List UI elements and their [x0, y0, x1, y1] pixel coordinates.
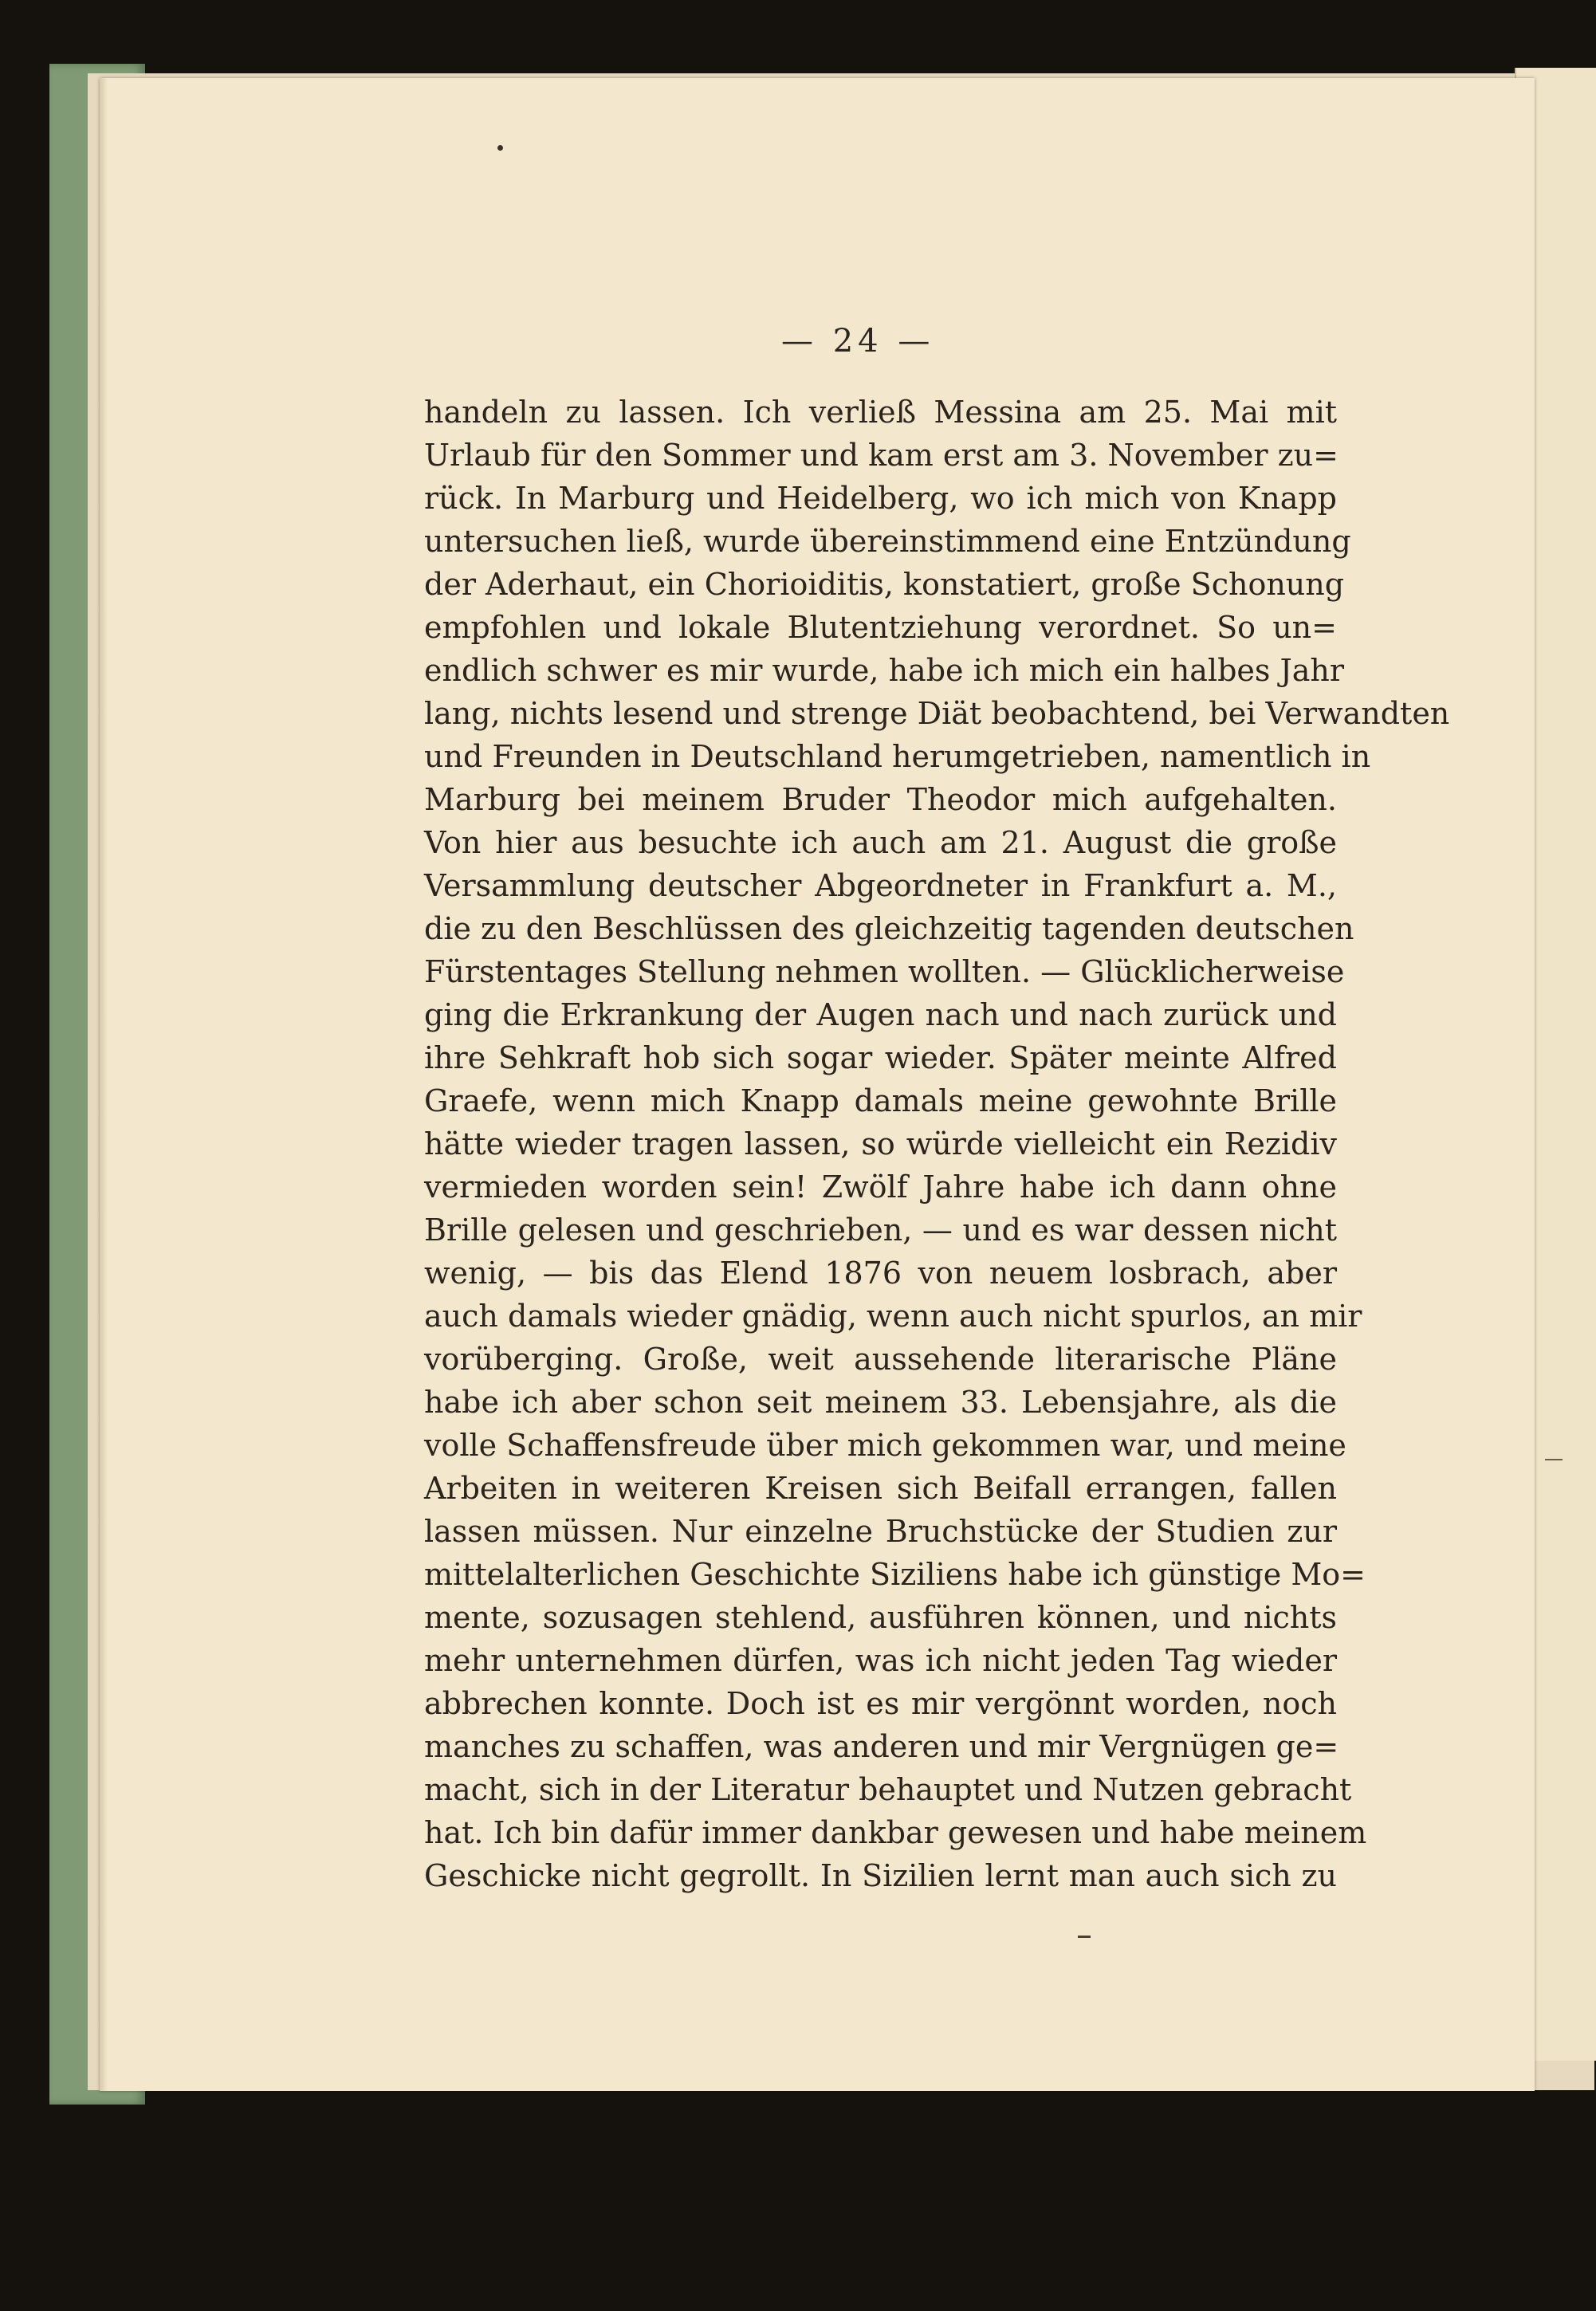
ink-mark	[1078, 1936, 1091, 1938]
text-line: lassen müssen. Nur einzelne Bruchstücke der Studien zur	[424, 1514, 1337, 1549]
ink-speck	[497, 145, 503, 151]
text-line: und Freunden in Deutschland herumgetrieben, namentlich in	[424, 739, 1371, 774]
text-line: handeln zu lassen. Ich verließ Messina am 25. Mai mit	[424, 395, 1337, 430]
text-line: Marburg bei meinem Bruder Theodor mich aufgehalten.	[424, 782, 1337, 817]
text-line: endlich schwer es mir wurde, habe ich mich ein halbes Jahr	[424, 653, 1345, 688]
text-line: rück. In Marburg und Heidelberg, wo ich mich von Knapp	[424, 481, 1337, 516]
text-line: Fürstentages Stellung nehmen wollten. — Glücklicherweise	[424, 954, 1345, 989]
text-line: untersuchen ließ, wurde übereinstimmend eine Entzündung	[424, 524, 1351, 559]
text-line: mehr unternehmen dürfen, was ich nicht jeden Tag wieder	[424, 1643, 1337, 1678]
text-line: lang, nichts lesend und strenge Diät beobachtend, bei Verwandten	[424, 696, 1450, 731]
text-line: Urlaub für den Sommer und kam erst am 3. November zu=	[424, 438, 1339, 473]
text-line: hat. Ich bin dafür immer dankbar gewesen und habe meinem	[424, 1815, 1367, 1850]
text-line: habe ich aber schon seit meinem 33. Lebensjahre, als die	[424, 1385, 1337, 1420]
text-line: empfohlen und lokale Blutentziehung verordnet. So un=	[424, 610, 1337, 645]
text-line: der Aderhaut, ein Chorioiditis, konstatiert, große Schonung	[424, 567, 1345, 602]
body-text	[424, 391, 1450, 1905]
text-line: Versammlung deutscher Abgeordneter in Frankfurt a. M.,	[424, 868, 1337, 903]
text-line: mente, sozusagen stehlend, ausführen können, und nichts	[424, 1600, 1337, 1635]
text-line: ihre Sehkraft hob sich sogar wieder. Später meinte Alfred	[424, 1040, 1337, 1075]
text-line: auch damals wieder gnädig, wenn auch nicht spurlos, an mir	[424, 1299, 1362, 1334]
text-line: vorüberging. Große, weit aussehende literarische Pläne	[424, 1342, 1337, 1377]
page-shadow	[100, 78, 108, 2091]
text-line: hätte wieder tragen lassen, so würde vielleicht ein Rezidiv	[424, 1126, 1337, 1161]
text-line: macht, sich in der Literatur behauptet und Nutzen gebracht	[424, 1772, 1352, 1807]
text-line: Geschicke nicht gegrollt. In Sizilien lernt man auch sich zu	[424, 1858, 1337, 1893]
text-line: abbrechen konnte. Doch ist es mir vergönnt worden, noch	[424, 1686, 1337, 1721]
text-line: ging die Erkrankung der Augen nach und nach zurück und	[424, 997, 1337, 1032]
text-line: die zu den Beschlüssen des gleichzeitig tagenden deutschen	[424, 911, 1354, 946]
text-line: Brille gelesen und geschrieben, — und es war dessen nicht	[424, 1212, 1337, 1248]
text-line: Graefe, wenn mich Knapp damals meine gewohnte Brille	[424, 1083, 1337, 1118]
text-line: manches zu schaffen, was anderen und mir Vergnügen ge=	[424, 1729, 1339, 1764]
text-line: volle Schaffensfreude über mich gekommen war, und meine	[424, 1428, 1346, 1463]
text-line: wenig, — bis das Elend 1876 von neuem losbrach, aber	[424, 1256, 1337, 1291]
page-edge-mark	[1545, 1459, 1563, 1460]
page-number: — 24 —	[781, 323, 935, 360]
text-line: mittelalterlichen Geschichte Siziliens habe ich günstige Mo=	[424, 1557, 1366, 1592]
text-line: Von hier aus besuchte ich auch am 21. August die große	[424, 825, 1337, 860]
text-line: vermieden worden sein! Zwölf Jahre habe ich dann ohne	[424, 1169, 1337, 1205]
text-line: Arbeiten in weiteren Kreisen sich Beifall errangen, fallen	[424, 1471, 1337, 1506]
